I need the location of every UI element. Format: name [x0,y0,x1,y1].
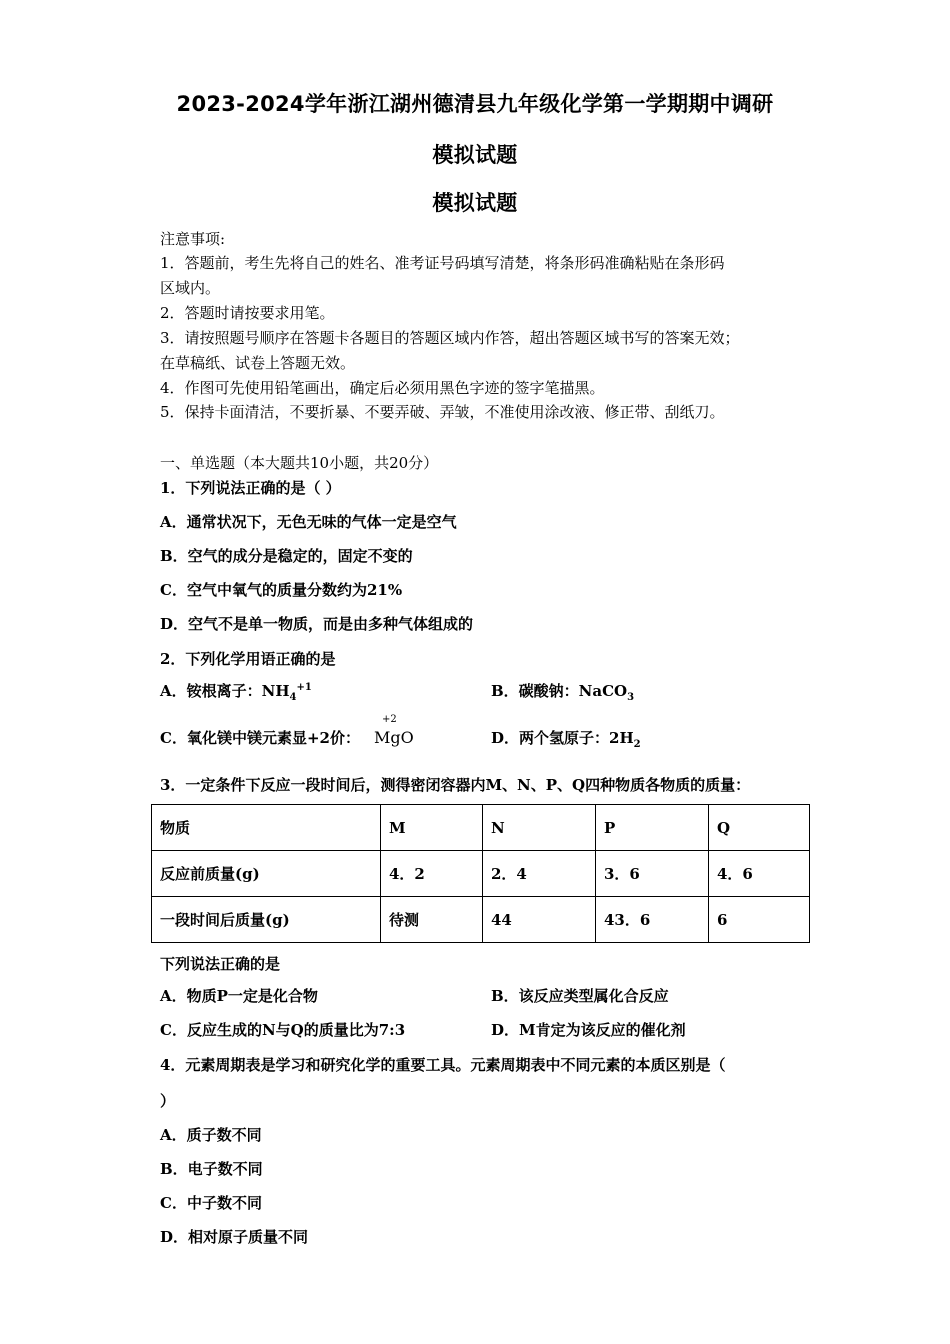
table-cell: M [381,805,483,851]
q2-stem: 2．下列化学用语正确的是 [160,650,336,668]
table-cell: 4．6 [709,851,810,897]
table-cell: 一段时间后质量(g) [152,897,381,943]
q3-option-b: B．该反应类型属化合反应 [491,987,669,1005]
table-row [152,897,810,943]
notice-heading: 注意事项: [160,230,226,248]
notice-item: 1．答题前，考生先将自己的姓名、准考证号码填写清楚，将条形码准确粘贴在条形码 [160,254,725,272]
q4-option-d: D．相对原子质量不同 [160,1228,309,1246]
table-cell: 4．2 [381,851,483,897]
table-cell: 6 [709,897,810,943]
table-header-row [152,805,810,851]
q1-option-c: C．空气中氧气的质量分数约为21% [160,581,403,599]
notice-item: 4．作图可先使用铅笔画出，确定后必须用黑色字迹的签字笔描黑。 [160,379,605,397]
notice-item: 区域内。 [160,279,221,297]
notice-item: 5．保持卡面清洁，不要折暴、不要弄破、弄皱，不准使用涂改液、修正带、刮纸刀。 [160,403,725,421]
q4-stem-continued: ） [160,1092,176,1110]
q3-mass-table [151,804,810,943]
q4-option-a: A．质子数不同 [160,1126,262,1144]
q2-option-a: A．铵根离子：$NH_4^{+1}$ [160,682,312,703]
table-cell: P [596,805,709,851]
q3-option-a: A．物质P一定是化合物 [160,987,318,1005]
q1-stem: 1．下列说法正确的是（ ） [160,479,341,497]
q3-after-text: 下列说法正确的是 [160,955,281,973]
table-cell: Q [709,805,810,851]
notice-item: 2．答题时请按要求用笔。 [160,304,335,322]
section-heading: 一、单选题（本大题共10小题，共20分） [160,454,439,472]
table-cell: 43．6 [596,897,709,943]
notice-item: 在草稿纸、试卷上答题无效。 [160,354,356,372]
exam-title-line2: 模拟试题 [432,143,518,167]
q1-option-a: A．通常状况下，无色无味的气体一定是空气 [160,513,457,531]
q4-option-b: B．电子数不同 [160,1160,263,1178]
table-cell: 44 [483,897,596,943]
table-cell: 2．4 [483,851,596,897]
q3-option-d: D．M肯定为该反应的催化剂 [491,1021,686,1039]
exam-title-line3: 模拟试题 [432,191,518,215]
table-cell: 3．6 [596,851,709,897]
q3-stem: 3．一定条件下反应一段时间后，测得密闭容器内M、N、P、Q四种物质各物质的质量： [160,776,751,794]
exam-title-line1: 2023-2024学年浙江湖州德清县九年级化学第一学期期中调研 [176,92,774,116]
q2-option-b: B．碳酸钠：NaCO$_3$ [491,682,635,703]
q2-option-c: C．氧化镁中镁元素显+2价： +2 MgO [160,714,414,747]
q3-option-c: C．反应生成的N与Q的质量比为7:3 [160,1021,406,1039]
table-cell: N [483,805,596,851]
table-cell: 待测 [381,897,483,943]
table-cell: 物质 [152,805,381,851]
table-cell: 反应前质量(g) [152,851,381,897]
q4-option-c: C．中子数不同 [160,1194,262,1212]
table-row [152,851,810,897]
q1-option-d: D．空气不是单一物质，而是由多种气体组成的 [160,615,474,633]
q4-stem: 4．元素周期表是学习和研究化学的重要工具。元素周期表中不同元素的本质区别是（ [160,1056,726,1074]
q1-option-b: B．空气的成分是稳定的，固定不变的 [160,547,413,565]
mgo-valence-formula: +2 MgO [373,714,414,747]
notice-item: 3．请按照题号顺序在答题卡各题目的答题区域内作答，超出答题区域书写的答案无效； [160,329,740,347]
q2-option-d: D．两个氢原子：$2H_2$ [491,729,641,750]
